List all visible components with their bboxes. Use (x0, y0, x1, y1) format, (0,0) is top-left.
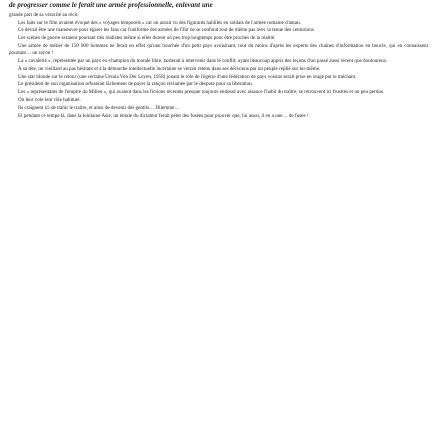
paragraph-11: On leur vole leur rôle habituel. (18, 97, 81, 104)
paragraph-10: Les « représentants de l'empire du Milieu », qui avaient dans les fictions récentes presque toujours endossé avec aisance l'habit du traître, se retrouvent ici frustrés et un peu perdus. (18, 89, 385, 96)
article-body (9, 12, 428, 120)
paragraph-9: Le président de son organisation refuserait lâchement de payer la rançon réclamée par le despote pour sa libération. (18, 81, 253, 88)
paragraph-5: Une armée de métier de 150 000 hommes ne ferait en effet qu'une bouchée d'un petit pays avoisinant, tout du moins d'après les experts des chaînes d'information en boucle, qui en connaissent pourtant… un rayon ! (9, 43, 428, 56)
paragraph-8: Une star blonde sur le retour (une certaine Ursula Von Der Leyen, 1958) jouant le rôle de l'égérie d'une fédération de pays voisins serait prise en otage par le méchant. (18, 73, 357, 80)
paragraph-3: Ce devait être une manœuvre pour égarer les fans car l'uniforme des armées de l'Est ne se confond tout de même pas avec la tenue des centurions. (18, 27, 316, 34)
paragraph-12: Ils craignent ici de trahir le traître, et ainsi de devenir des gentils… Dilemme… (18, 105, 180, 112)
paragraph-1: grande part de sa véracité au récit. (9, 11, 79, 18)
paragraph-13: Et pendant ce temps-là, dans la lointaine Asie, un émule du dictateur ferait péter des fusées pour prouver que, lui aussi, il en a une… de fusée ! (18, 113, 309, 120)
paragraph-2: Les faits sur le film avaient évoqué des « voyages temporels » car on aurait vu des figurants habillés en soldats de l'armée romaine d'antan. (18, 19, 301, 26)
paragraph-7: À sa tête, un vieillard au pas hésitant et à la démarche intellectuelle incertaine se verrait retenu dans ses décisions par un peuple replié sur lui-même. (18, 65, 321, 72)
paragraph-6: La « cavalerie », représentée par un pays ex-champion du monde libre, tarderait à intervenir dans le conflit, ayant beaucoup appris des leçons d'un passé aussi récent que douloureux. (18, 57, 388, 64)
paragraph-4: Les scènes de guerre seraient pourtant très réalistes même si elles durent un peu trop longtemps pour être proches de la réalité. (18, 35, 276, 42)
top-cut-line: de progresser comme le ferait une armée professionnelle, enlevant une (9, 2, 213, 9)
